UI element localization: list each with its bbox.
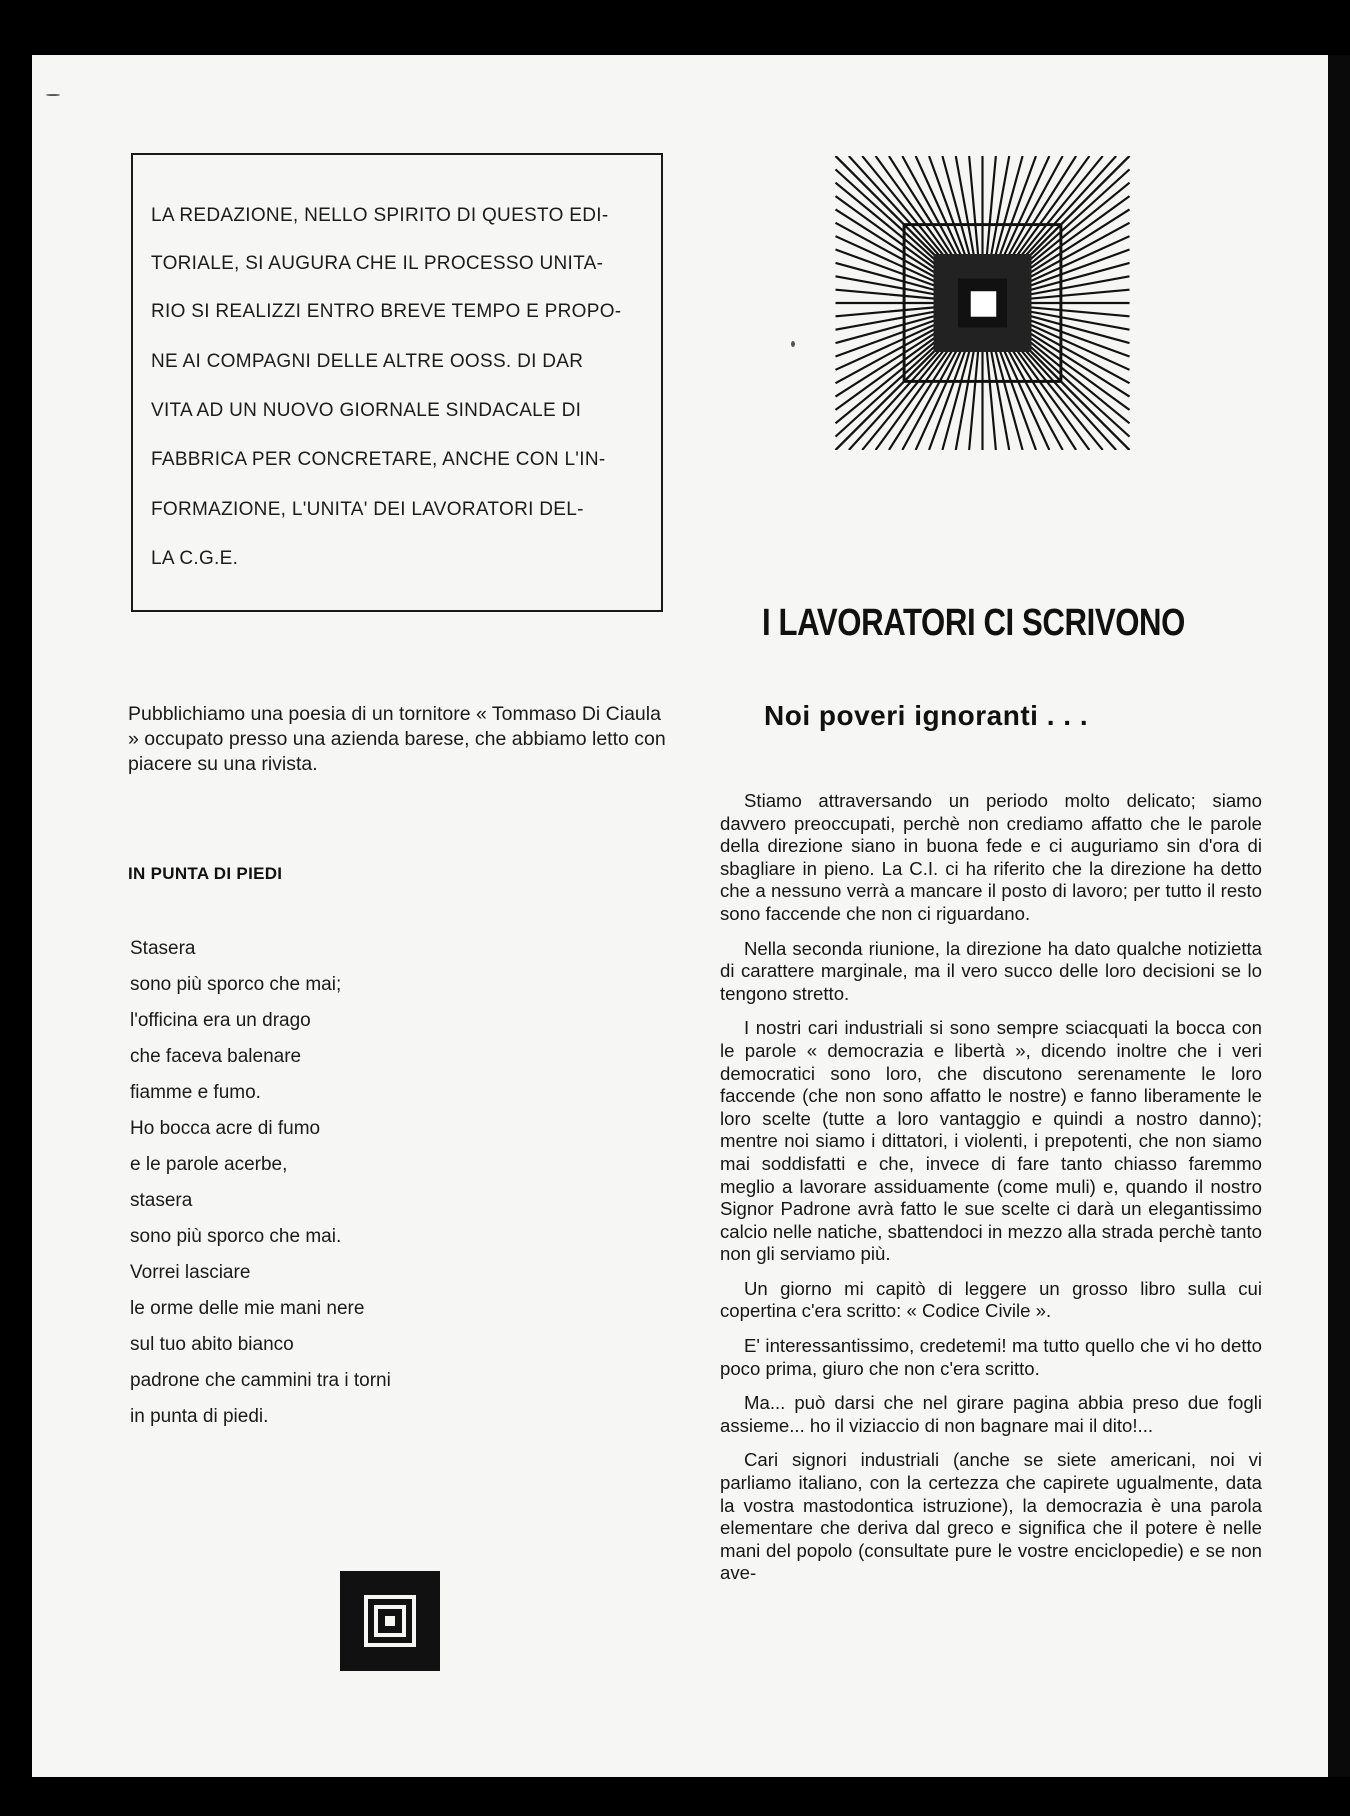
dust-speck <box>791 341 795 347</box>
poem-line: sono più sporco che mai. <box>130 1226 342 1247</box>
notice-line: NE AI COMPAGNI DELLE ALTRE OOSS. DI DAR <box>151 351 584 372</box>
dust-speck <box>46 94 60 96</box>
notice-line: FABBRICA PER CONCRETARE, ANCHE CON L'IN- <box>151 449 606 470</box>
poem-line: sono più sporco che mai; <box>130 974 342 995</box>
notice-line: TORIALE, SI AUGURA CHE IL PROCESSO UNITA- <box>151 253 604 274</box>
article-paragraph: Un giorno mi capitò di leggere un grosso libro sulla cui copertina c'era scritto: « Codice Civile ». <box>720 1277 1262 1322</box>
poem-title: IN PUNTA DI PIEDI <box>128 864 283 883</box>
poem-line: padrone che cammini tra i torni <box>130 1370 391 1391</box>
poem-line: l'officina era un drago <box>130 1010 311 1031</box>
poem-line: le orme delle mie mani nere <box>130 1298 365 1319</box>
notice-line: LA C.G.E. <box>151 548 239 569</box>
article-paragraph: Nella seconda riunione, la direzione ha dato qualche notizietta di carattere marginale, ma il vero succo delle loro decisioni se lo tengono stretto. <box>720 937 1262 1004</box>
poem-line: fiamme e fumo. <box>130 1082 261 1103</box>
poem-line: sul tuo abito bianco <box>130 1334 294 1355</box>
poem-line: in punta di piedi. <box>130 1406 269 1427</box>
notice-line: RIO SI REALIZZI ENTRO BREVE TEMPO E PROPO- <box>151 301 622 322</box>
article-paragraph: Cari signori industriali (anche se siete americani, noi vi parliamo italiano, con la certezza che capirete ugualmente, data la vostra mastodontica istruzione), la democrazia è una parola elementare che deriva dal greco e significa che il potere è nelle mani del popolo (consultate pure le vostre enciclopedie) e se non ave- <box>720 1449 1262 1584</box>
section-heading: I LAVORATORI CI SCRIVONO <box>762 602 1185 644</box>
poem-line: Vorrei lasciare <box>130 1262 251 1283</box>
page-edge-shadow <box>1328 55 1350 1777</box>
article-title: Noi poveri ignoranti . . . <box>764 700 1089 731</box>
article-paragraph: I nostri cari industriali si sono sempre sciacquati la bocca con le parole « democrazia e libertà », dicendo inoltre che i veri democratici sono loro, che discutono serenamente le loro faccende (che non sono affatto le nostre) e fanno liberamente le loro scelte (tutte a loro vantaggio e quindi a nostro danno); mentre noi siamo i dittatori, i violenti, i prepotenti, che non siamo mai soddisfatti e che, invece di fare tanto chiasso faremmo meglio a lavorare assiduamente (come muli) e, quando il nostro Signor Padrone avrà fatto le sue scelte ci darà un elegantissimo calcio nelle natiche, sbattendoci in mezzo alla strada perchè tanto non gli serviamo più. <box>720 1017 1262 1265</box>
article-paragraph: Stiamo attraversando un periodo molto delicato; siamo davvero preoccupati, perchè non crediamo affatto che le parole della direzione siano in buona fede e ci auguriamo sin d'ora di sbagliare in pieno. La C.I. ci ha riferito che la direzione ha detto che a nessuno verrà a mancare il posto di lavoro; per tutto il resto sono faccende che non ci riguardano. <box>720 790 1262 924</box>
article-paragraph: E' interessantissimo, credetemi! ma tutto quello che vi ho detto poco prima, giuro che non c'era scritto. <box>720 1335 1262 1379</box>
article-paragraph: Ma... può darsi che nel girare pagina abbia preso due fogli assieme... ho il viziaccio di non bagnare mai il dito!... <box>720 1392 1262 1436</box>
poem-line: stasera <box>130 1190 193 1211</box>
notice-line: FORMAZIONE, L'UNITA' DEI LAVORATORI DEL- <box>151 499 584 520</box>
poem-line: e le parole acerbe, <box>130 1154 288 1175</box>
editorial-notice-box <box>131 153 663 612</box>
poem-line: Ho bocca acre di fumo <box>130 1118 321 1139</box>
notice-line: VITA AD UN NUOVO GIORNALE SINDACALE DI <box>151 400 582 421</box>
concentric-squares-logo <box>340 1571 440 1671</box>
op-art-illustration <box>833 156 1132 450</box>
poem-intro: Pubblichiamo una poesia di un tornitore « Tommaso Di Ciaula » occupato presso una azienda barese, che abbiamo letto con piacere su una rivista. <box>128 703 666 775</box>
article-body <box>720 790 1262 1597</box>
poem-line: Stasera <box>130 938 196 959</box>
notice-line: LA REDAZIONE, NELLO SPIRITO DI QUESTO EDI- <box>151 205 609 226</box>
poem-line: che faceva balenare <box>130 1046 302 1067</box>
